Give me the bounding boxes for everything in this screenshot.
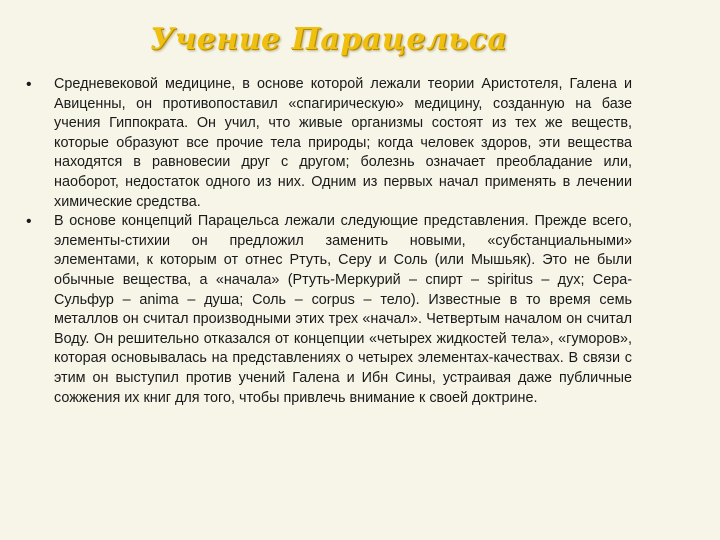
bullet-text-2: В основе концепций Парацельса лежали следующие представления. Прежде всего, элементы-стихии он предложил заменить новыми, «субстанциальными» элементами, к которым от отнес Ртуть, Серу и Соль (или Мышьяк). Это не были обычные вещества, а «начала» (Ртуть-Меркурий – спирт – spiritus – дух; Сера-Сульфур – anima – душа; Соль – corpus – тело). Известные в то время семь металлов он считал производными этих трех «начал». Четвертым началом он считал Воду. Он решительно отказался от концепции «четырех жидкостей тела», «гуморов», которая основывалась на представлениях о четырех элементах-качествах. В связи с этим он выступил против учений Галена и Ибн Сины, устраивая даже публичные сожжения их книг для того, чтобы привлечь внимание к своей доктрине. (54, 213, 632, 406)
bullet-list (26, 75, 632, 408)
bullet-item-2 (26, 212, 632, 408)
bullet-marker: • (26, 213, 32, 231)
slide-title: Учение Парацельса (150, 22, 508, 57)
bullet-text-1: Средневековой медицине, в основе которой лежали теории Аристотеля, Галена и Авиценны, он противопоставил «спагирическую» медицину, созданную на базе учения Гиппократа. Он учил, что живые организмы состоят из тех же веществ, которые образуют все прочие тела природы; когда человек здоров, эти вещества находятся в равновесии друг с другом; болезнь означает преобладание или, наоборот, недостаток одного из них. Одним из первых начал применять в лечении химические средства. (54, 76, 632, 210)
bullet-marker: • (26, 76, 32, 93)
bullet-item-1 (26, 75, 632, 212)
